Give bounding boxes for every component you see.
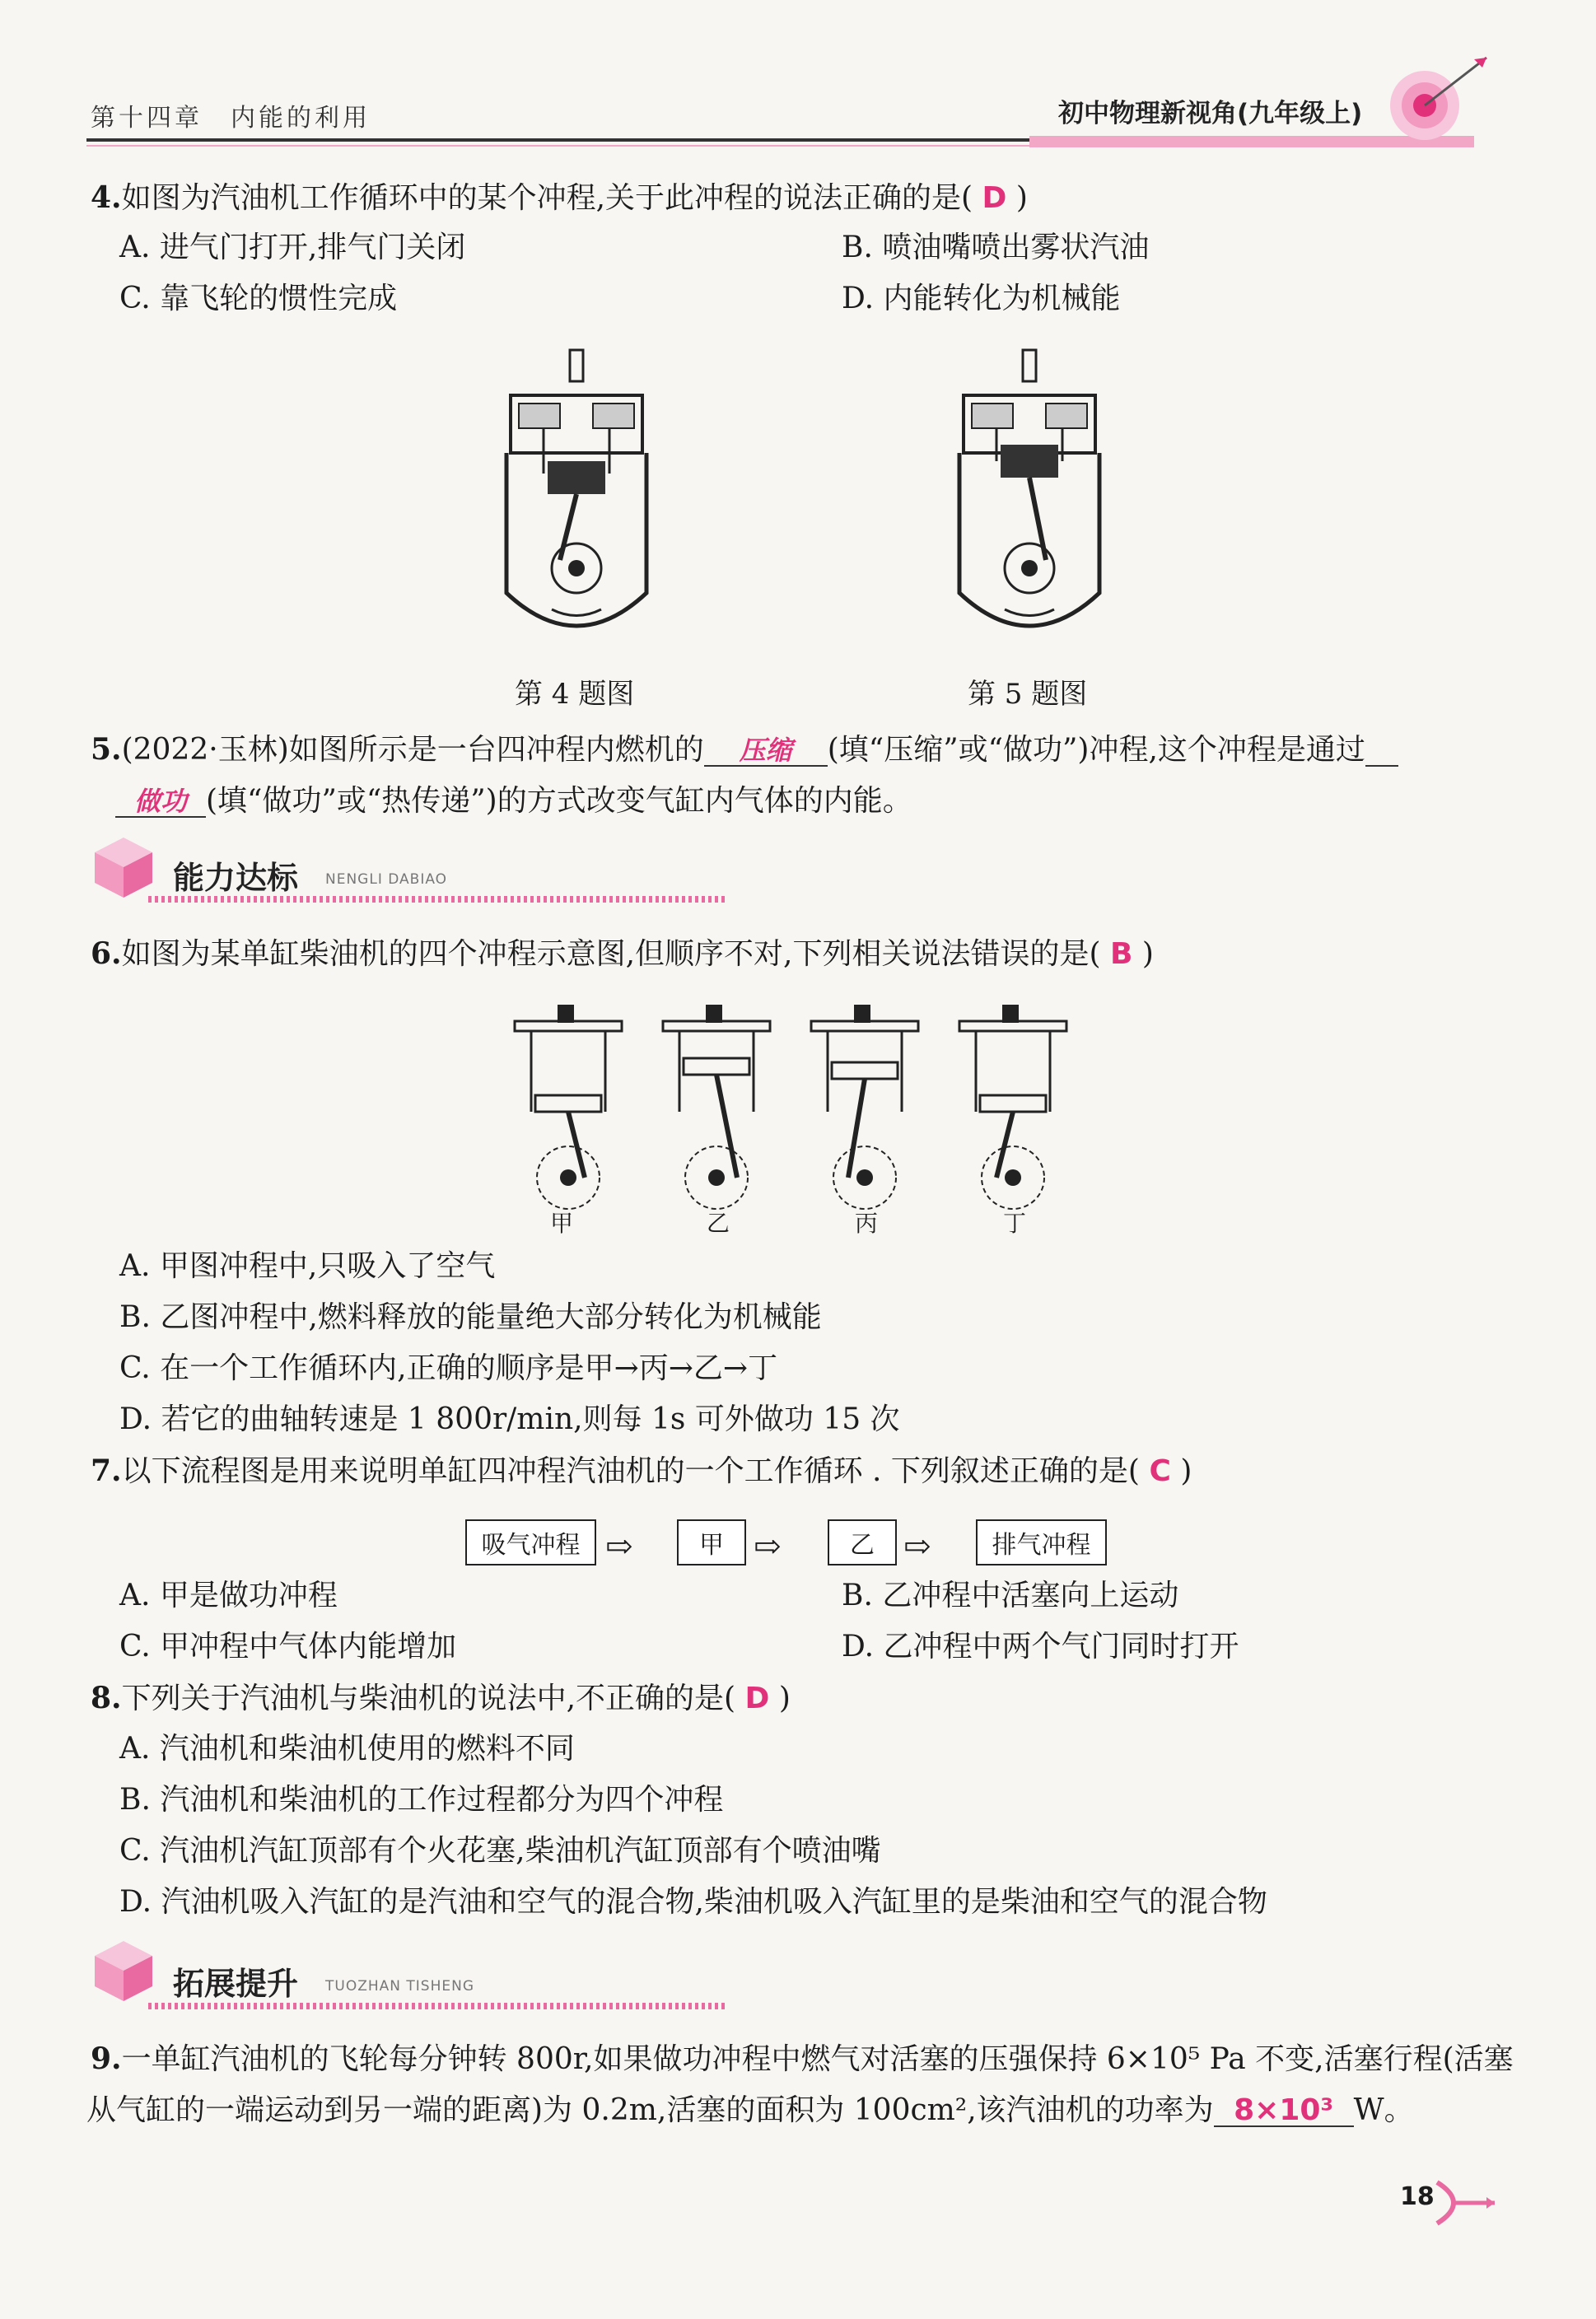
q7-stem: 7.以下流程图是用来说明单缸四冲程汽油机的一个工作循环 . 下列叙述正确的是( C ) <box>91 1453 1192 1488</box>
q9-line1: 9.一单缸汽油机的飞轮每分钟转 800r,如果做功冲程中燃气对活塞的压强保持 6×10⁵ Pa 不变,活塞行程(活塞 <box>91 2041 1514 2076</box>
q9-line2: 从气缸的一端运动到另一端的距离)为 0.2m,活塞的面积为 100cm²,该汽油机的功率为 8×10³ W。 <box>86 2093 1414 2127</box>
header-pink-rule <box>86 145 1470 147</box>
flow-step-intake: 吸气冲程 <box>465 1519 596 1565</box>
q4-engine-diagram <box>494 346 659 651</box>
section-extend-title: 拓展提升 <box>173 1966 299 2002</box>
diesel-stroke-4 <box>959 1005 1066 1209</box>
q4-option-d: D. 内能转化为机械能 <box>842 282 1121 315</box>
q7-option-a: A. 甲是做功冲程 <box>119 1579 338 1612</box>
q6-option-c: C. 在一个工作循环内,正确的顺序是甲→丙→乙→丁 <box>119 1351 778 1385</box>
q6-stem: 6.如图为某单缸柴油机的四个冲程示意图,但顺序不对,下列相关说法错误的是( B ) <box>91 936 1154 971</box>
q8-option-c: C. 汽油机汽缸顶部有个火花塞,柴油机汽缸顶部有个喷油嘴 <box>119 1834 881 1868</box>
q8-stem: 8.下列关于汽油机与柴油机的说法中,不正确的是( D ) <box>91 1681 791 1715</box>
q6-label-bing: 丙 <box>855 1210 879 1237</box>
q4-option-b: B. 喷油嘴喷出雾状汽油 <box>842 231 1150 264</box>
diesel-stroke-3 <box>811 1005 918 1209</box>
flow-arrow-2-icon: ⇨ <box>754 1528 782 1565</box>
q4-figure-caption: 第 4 题图 <box>515 678 635 711</box>
q5-engine-diagram <box>947 346 1112 651</box>
q8-answer: D <box>744 1682 770 1715</box>
section-ability-rule <box>148 896 725 903</box>
flow-step-exhaust: 排气冲程 <box>976 1519 1107 1565</box>
q6-diesel-diagrams <box>506 1005 1083 1252</box>
book-title: 初中物理新视角(九年级上) <box>1058 99 1363 128</box>
q6-option-a: A. 甲图冲程中,只吸入了空气 <box>119 1249 496 1283</box>
section-ability-title: 能力达标 <box>173 860 299 896</box>
q5-line2: 做功 (填“做功”或“热传递”)的方式改变气缸内气体的内能。 <box>115 786 912 818</box>
q6-label-ding: 丁 <box>1003 1210 1027 1237</box>
q7-option-d: D. 乙冲程中两个气门同时打开 <box>842 1630 1239 1663</box>
section-cube-icon <box>86 828 161 902</box>
flow-step-jia: 甲 <box>677 1519 746 1565</box>
page-arrow-icon <box>1429 2174 1503 2232</box>
q6-label-jia: 甲 <box>550 1210 574 1237</box>
target-logo-icon <box>1367 49 1499 148</box>
diesel-stroke-2 <box>663 1005 770 1209</box>
q4-stem: 4.如图为汽油机工作循环中的某个冲程,关于此冲程的说法正确的是( D ) <box>91 180 1028 215</box>
flow-step-yi: 乙 <box>828 1519 897 1565</box>
q7-option-b: B. 乙冲程中活塞向上运动 <box>842 1579 1179 1612</box>
flow-arrow-3-icon: ⇨ <box>903 1528 931 1565</box>
page-number: 18 <box>1400 2182 1435 2211</box>
q6-option-b: B. 乙图冲程中,燃料释放的能量绝大部分转化为机械能 <box>119 1300 822 1334</box>
flow-arrow-1-icon: ⇨ <box>605 1528 633 1565</box>
q8-option-d: D. 汽油机吸入汽缸的是汽油和空气的混合物,柴油机吸入汽缸里的是柴油和空气的混合物 <box>119 1885 1267 1919</box>
q4-option-c: C. 靠飞轮的惯性完成 <box>119 282 398 315</box>
chapter-title: 第十四章 内能的利用 <box>91 104 371 133</box>
section-ability-subtitle: NENGLI DABIAO <box>325 871 448 888</box>
section-extend-rule <box>148 2003 725 2009</box>
q8-option-b: B. 汽油机和柴油机的工作过程都分为四个冲程 <box>119 1783 724 1817</box>
section-cube-icon-2 <box>86 1931 161 2005</box>
q7-option-c: C. 甲冲程中气体内能增加 <box>119 1630 457 1663</box>
q4-option-a: A. 进气门打开,排气门关闭 <box>119 231 466 264</box>
q5-answer-1: 压缩 <box>739 735 792 766</box>
q4-answer: D <box>982 181 1007 215</box>
q6-option-d: D. 若它的曲轴转速是 1 800r/min,则每 1s 可外做功 15 次 <box>119 1402 900 1436</box>
q5-figure-caption: 第 5 题图 <box>968 678 1088 711</box>
q5-answer-2: 做功 <box>133 786 187 817</box>
section-extend-subtitle: TUOZHAN TISHENG <box>325 1978 474 1995</box>
q6-answer: B <box>1109 937 1133 971</box>
q9-answer: 8×10³ <box>1234 2093 1334 2127</box>
q6-label-yi: 乙 <box>707 1210 730 1237</box>
q5-line1: 5.(2022·玉林)如图所示是一台四冲程内燃机的 压缩 (填“压缩”或“做功”)冲程,这个冲程是通过 <box>91 735 1398 767</box>
q8-option-a: A. 汽油机和柴油机使用的燃料不同 <box>119 1732 575 1766</box>
diesel-stroke-1 <box>515 1005 622 1209</box>
q7-answer: C <box>1149 1454 1171 1488</box>
